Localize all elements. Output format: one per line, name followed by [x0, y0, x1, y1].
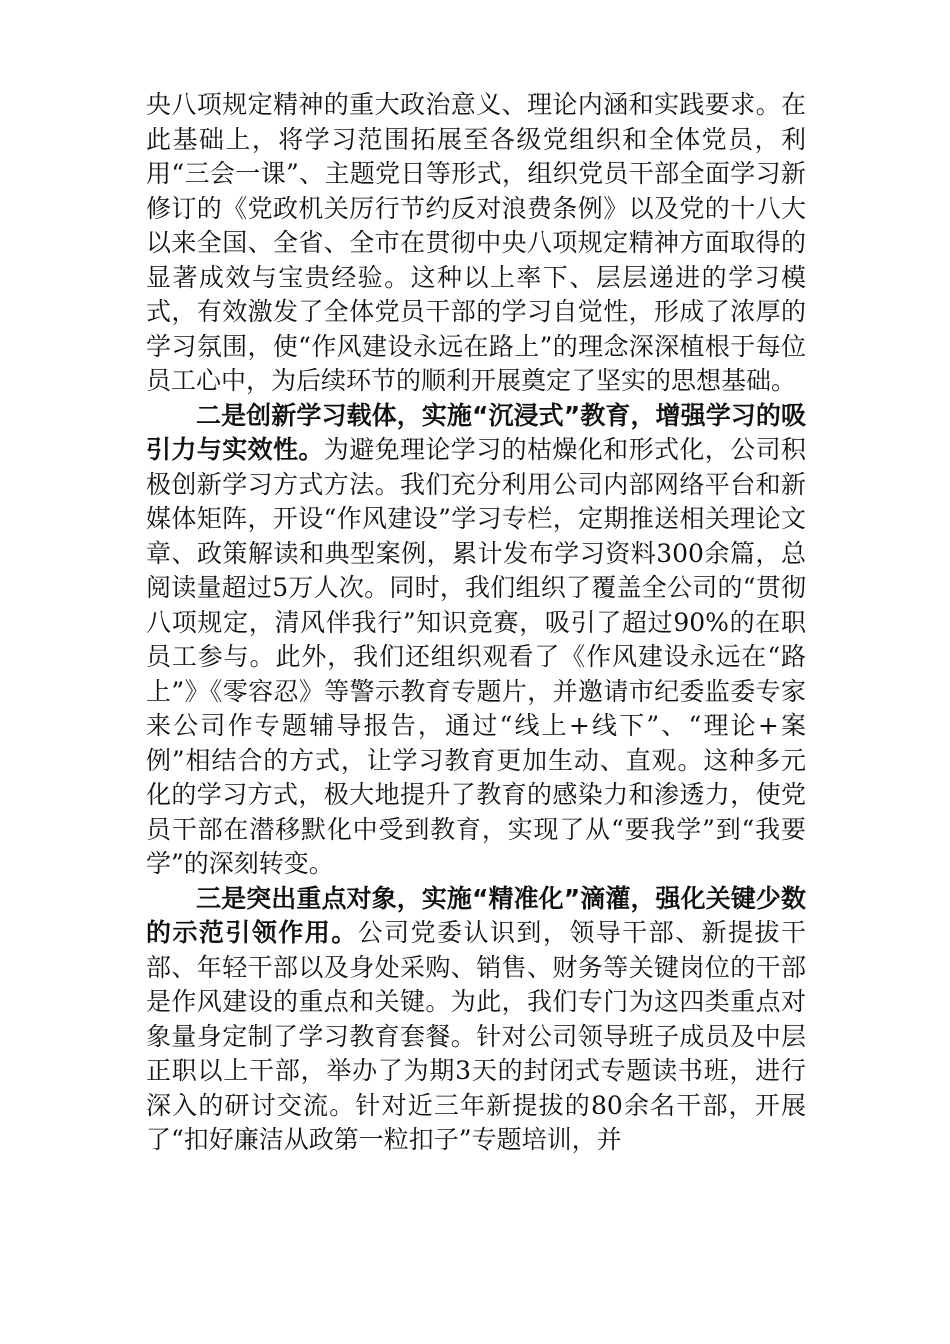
paragraph-1-text: 央八项规定精神的重大政治意义、理论内涵和实践要求。在此基础上，将学习范围拓展至各级党组织和全体党员，利用“三会一课”、主题党日等形式，组织党员干部全面学习新修订的《党政机关厉行节约反对浪费条例》以及党的十八大以来全国、全省、全市在贯彻中央八项规定精神方面取得的显著成效与宝贵经验。这种以上率下、层层递进的学习模式，有效激发了全体党员干部的学习自觉性，形成了浓厚的学习氛围，使“作风建设永远在路上”的理念深深植根于每位员工心中，为后续环节的顺利开展奠定了坚实的思想基础。: [146, 90, 806, 395]
paragraph-3-text: 公司党委认识到，领导干部、新提拔干部、年轻干部以及身处采购、销售、财务等关键岗位的干部是作风建设的重点和关键。为此，我们专门为这四类重点对象量身定制了学习教育套餐。针对公司领导班子成员及中层正职以上干部，举办了为期3天的封闭式专题读书班，进行深入的研讨交流。针对近三年新提拔的80余名干部，开展了“扣好廉洁从政第一粒扣子”专题培训，并: [146, 918, 806, 1154]
paragraph-2-lead: 二是创新学习载体，实施“沉浸式”教育，增强学习的吸引力与实效性。: [146, 400, 806, 464]
paragraph-point-two: [146, 399, 806, 882]
paragraph-continuation: [146, 88, 806, 399]
paragraph-2-text: 为避免理论学习的枯燥化和形式化，公司积极创新学习方式方法。我们充分利用公司内部网络平台和新媒体矩阵，开设“作风建设”学习专栏，定期推送相关理论文章、政策解读和典型案例，累计发布学习资料300余篇，总阅读量超过5万人次。同时，我们组织了覆盖全公司的“贯彻八项规定，清风伴我行”知识竞赛，吸引了超过90%的在职员工参与。此外，我们还组织观看了《作风建设永远在“路上”》《零容忍》等警示教育专题片，并邀请市纪委监委专家来公司作专题辅导报告，通过“线上+线下”、“理论+案例”相结合的方式，让学习教育更加生动、直观。这种多元化的学习方式，极大地提升了教育的感染力和渗透力，使党员干部在潜移默化中受到教育，实现了从“要我学”到“我要学”的深刻转变。: [146, 435, 806, 878]
document-page: [146, 88, 806, 1158]
paragraph-3-lead: 三是突出重点对象，实施“精准化”滴灌，强化关键少数的示范引领作用。: [146, 883, 806, 947]
paragraph-point-three: [146, 882, 806, 1158]
